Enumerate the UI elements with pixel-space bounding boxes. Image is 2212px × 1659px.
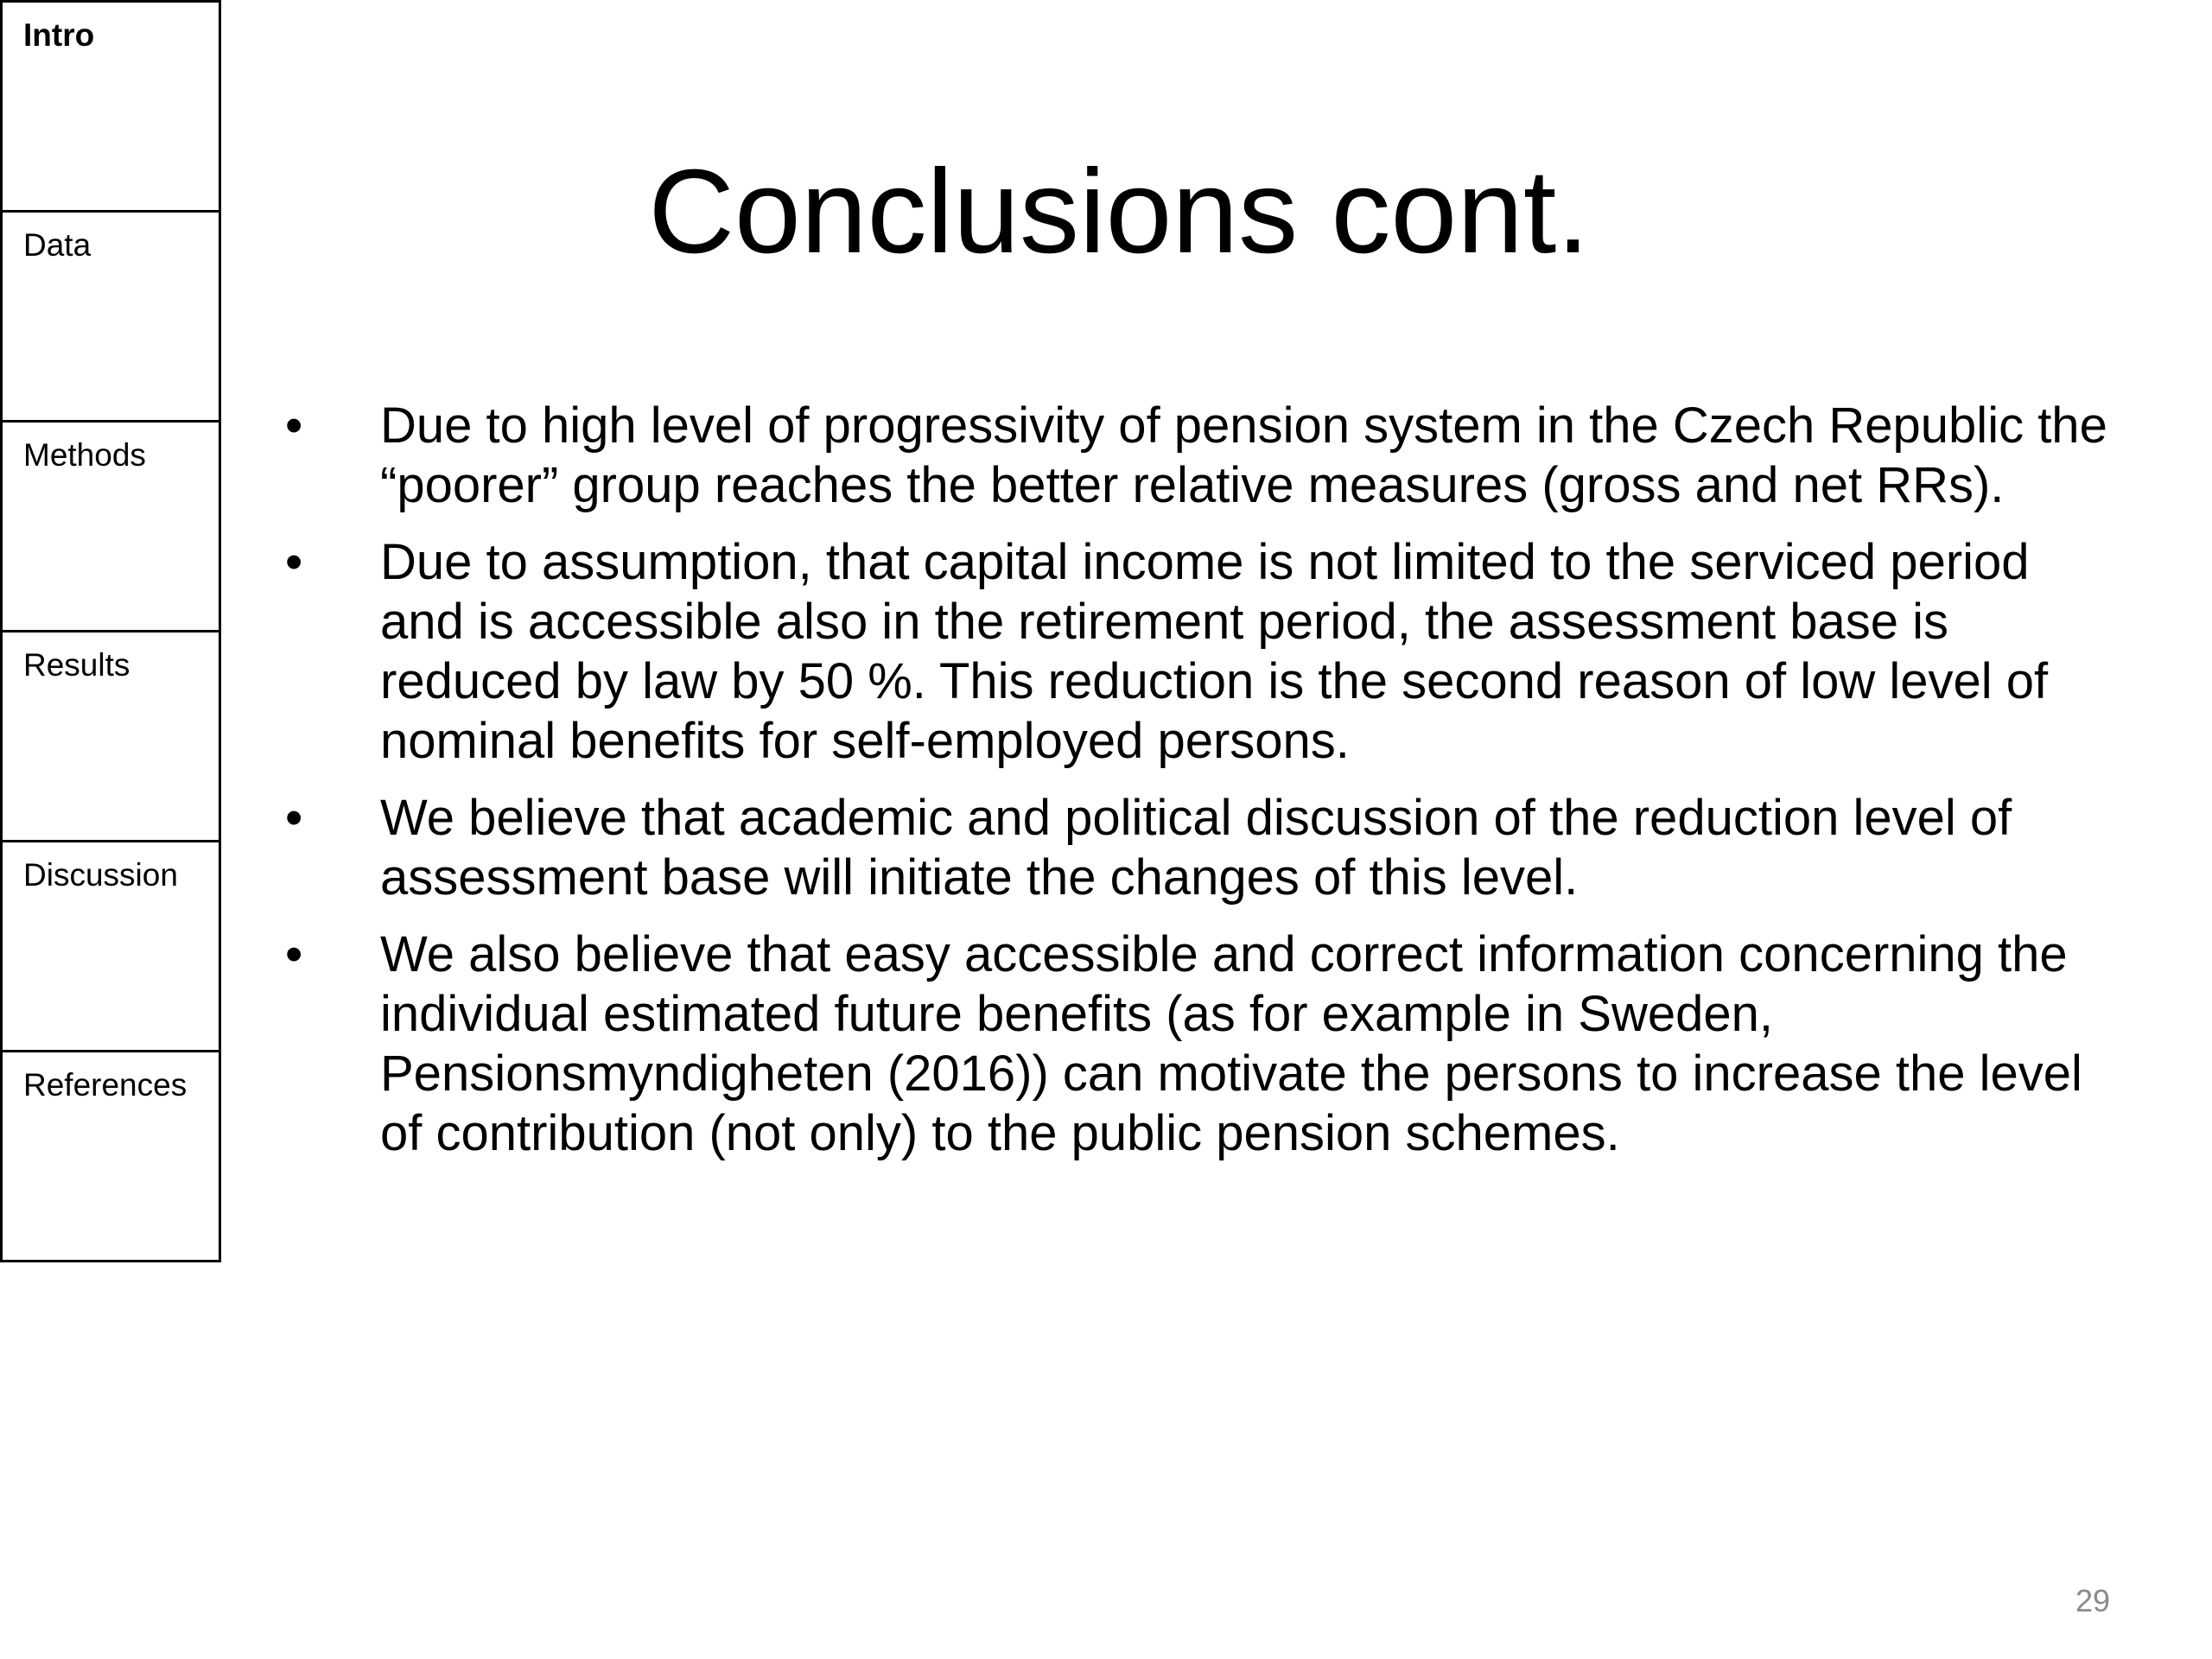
nav-item-label: Methods	[23, 437, 146, 473]
bullet-item: • Due to assumption, that capital income is not limited to the serviced period and is accessible also in the retirement period, the assessment base is reduced by law by 50 %. This reduction is the second reason of low level of nominal benefits for self-employed persons.	[285, 532, 2117, 771]
nav-item-label: Discussion	[23, 857, 178, 893]
bullet-item: • We believe that academic and political discussion of the reduction level of assessment base will initiate the changes of this level.	[285, 788, 2117, 907]
slide-title: Conclusions cont.	[648, 145, 1590, 278]
bullet-item: • Due to high level of progressivity of pension system in the Czech Republic the “poorer” group reaches the better relative measures (gross and net RRs).	[285, 396, 2117, 515]
bullet-item: • We also believe that easy accessible and correct information concerning the individual estimated future benefits (as for example in Sweden, Pensionsmyndigheten (2016)) can motivate the persons to increase the level of contribution (not only) to the public pension schemes.	[285, 925, 2117, 1163]
page-number: 29	[2075, 1583, 2110, 1618]
nav-item-discussion[interactable]	[0, 840, 221, 1052]
nav-item-label: Data	[23, 227, 92, 263]
nav-item-intro[interactable]	[0, 0, 221, 213]
nav-item-results[interactable]	[0, 630, 221, 842]
nav-item-references[interactable]	[0, 1050, 221, 1262]
bullet-list	[285, 396, 2117, 1180]
nav-item-data[interactable]	[0, 210, 221, 423]
nav-item-methods[interactable]	[0, 420, 221, 632]
nav-item-label: Intro	[23, 17, 95, 53]
nav-item-label: Results	[23, 647, 130, 683]
nav-item-label: References	[23, 1067, 188, 1103]
